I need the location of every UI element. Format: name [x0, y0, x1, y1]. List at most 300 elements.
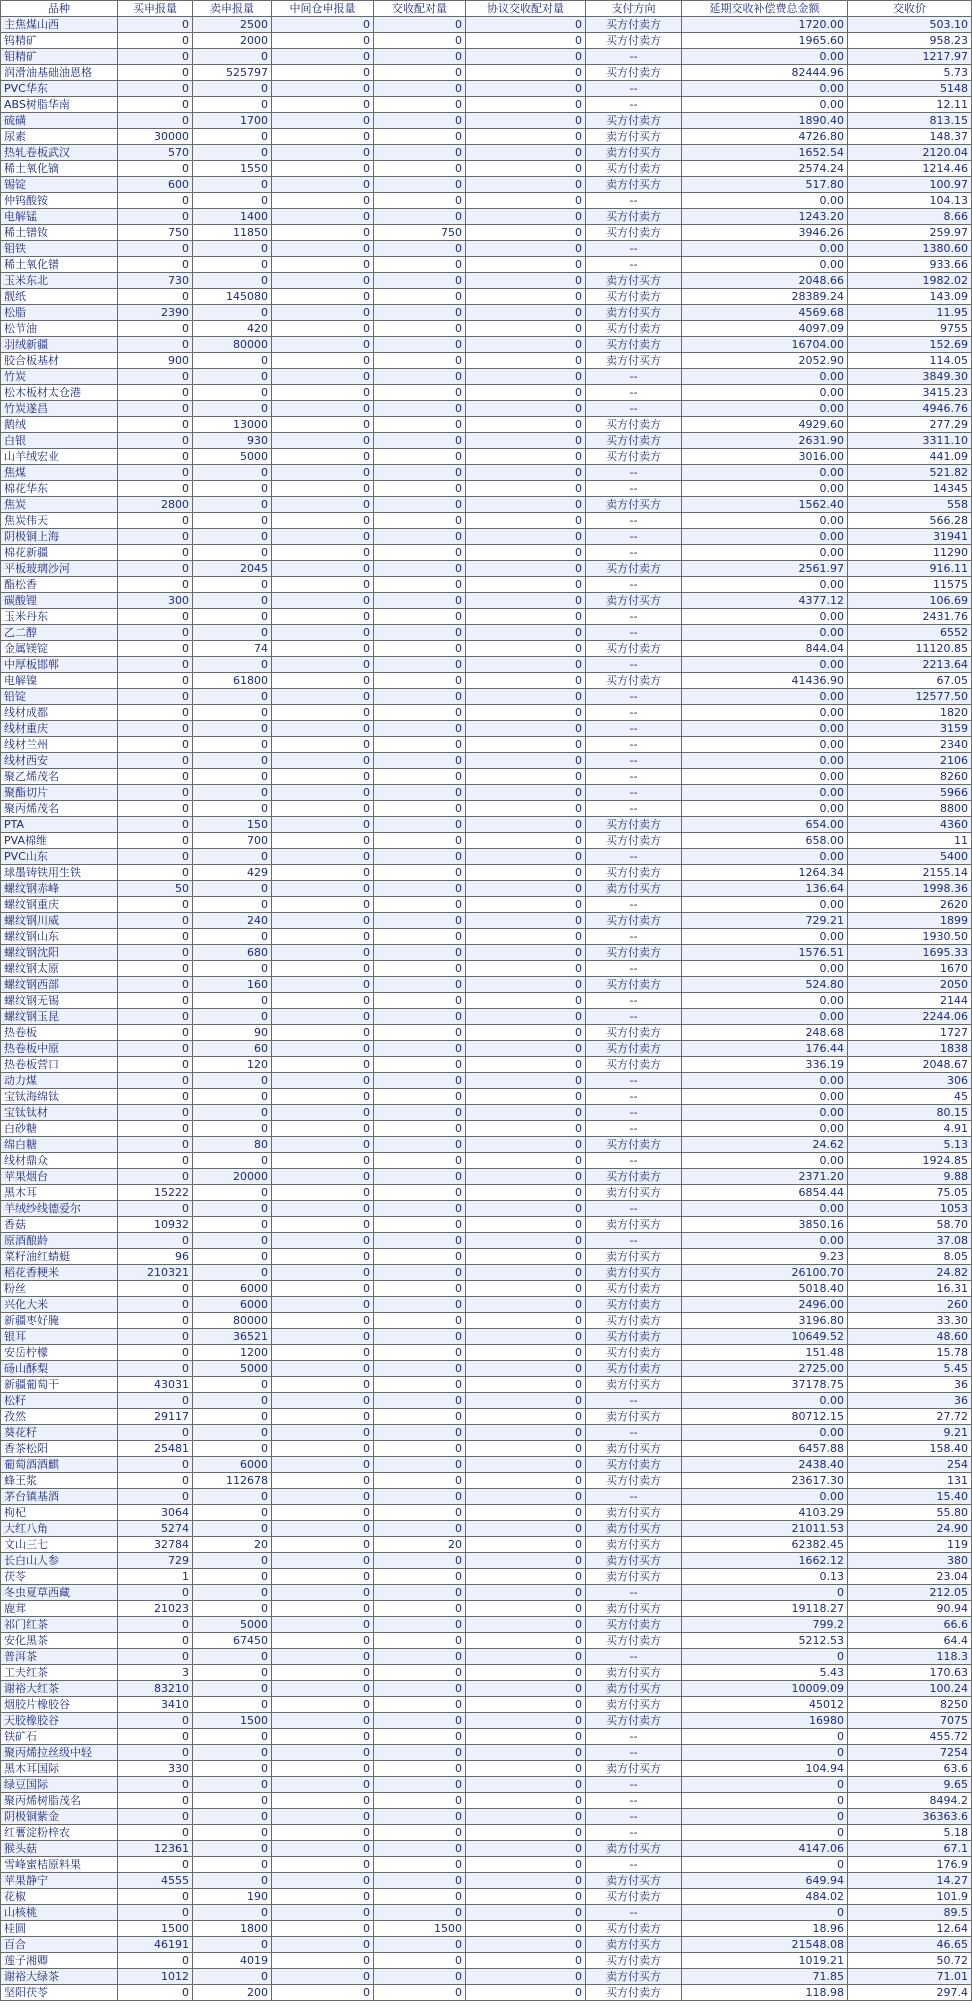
cell-deferred-compensation: 336.19: [682, 1057, 848, 1073]
cell-sell-declared: 0: [193, 241, 272, 257]
cell-agreement-matched: 0: [466, 1041, 586, 1057]
cell-buy-declared: 0: [118, 1489, 193, 1505]
cell-delivery-price: 114.05: [848, 353, 972, 369]
cell-payment-direction: 卖方付买方: [586, 1681, 682, 1697]
cell-sell-declared: 0: [193, 1825, 272, 1841]
cell-intermediate-declared: 0: [272, 1969, 374, 1985]
cell-sell-declared: 930: [193, 433, 272, 449]
cell-buy-declared: 0: [118, 1121, 193, 1137]
cell-payment-direction: 卖方付买方: [586, 305, 682, 321]
cell-product: 安化黑茶: [1, 1633, 118, 1649]
cell-buy-declared: 0: [118, 1889, 193, 1905]
cell-agreement-matched: 0: [466, 1361, 586, 1377]
cell-delivery-matched: 0: [374, 785, 466, 801]
cell-intermediate-declared: 0: [272, 321, 374, 337]
cell-payment-direction: --: [586, 81, 682, 97]
cell-intermediate-declared: 0: [272, 961, 374, 977]
cell-sell-declared: 160: [193, 977, 272, 993]
cell-delivery-price: 66.6: [848, 1617, 972, 1633]
cell-payment-direction: --: [586, 897, 682, 913]
cell-product: 铁矿石: [1, 1729, 118, 1745]
cell-buy-declared: 0: [118, 1009, 193, 1025]
cell-sell-declared: 61800: [193, 673, 272, 689]
cell-buy-declared: 0: [118, 865, 193, 881]
cell-intermediate-declared: 0: [272, 193, 374, 209]
cell-buy-declared: 1500: [118, 1921, 193, 1937]
cell-payment-direction: 卖方付买方: [586, 1265, 682, 1281]
table-row: [1, 1185, 972, 1201]
cell-intermediate-declared: 0: [272, 1025, 374, 1041]
cell-sell-declared: 0: [193, 1441, 272, 1457]
table-row: [1, 1601, 972, 1617]
cell-deferred-compensation: 0.00: [682, 897, 848, 913]
cell-buy-declared: 0: [118, 993, 193, 1009]
cell-agreement-matched: 0: [466, 785, 586, 801]
cell-deferred-compensation: 0.00: [682, 1489, 848, 1505]
cell-delivery-price: 14345: [848, 481, 972, 497]
cell-product: 锡锭: [1, 177, 118, 193]
cell-payment-direction: 买方付卖方: [586, 1281, 682, 1297]
cell-delivery-matched: 0: [374, 241, 466, 257]
cell-deferred-compensation: 2048.66: [682, 273, 848, 289]
cell-intermediate-declared: 0: [272, 1409, 374, 1425]
cell-delivery-matched: 0: [374, 753, 466, 769]
cell-delivery-matched: 0: [374, 721, 466, 737]
table-row: [1, 1617, 972, 1633]
cell-payment-direction: 卖方付买方: [586, 1409, 682, 1425]
cell-delivery-matched: 0: [374, 737, 466, 753]
table-row: [1, 1393, 972, 1409]
cell-product: 热卷板: [1, 1025, 118, 1041]
cell-product: 葡萄酒酒麒: [1, 1457, 118, 1473]
cell-product: PVC山东: [1, 849, 118, 865]
cell-product: 竹炭: [1, 369, 118, 385]
cell-delivery-matched: 0: [374, 1601, 466, 1617]
cell-delivery-price: 4946.76: [848, 401, 972, 417]
cell-delivery-matched: 0: [374, 385, 466, 401]
cell-product: 仲钨酸铵: [1, 193, 118, 209]
cell-agreement-matched: 0: [466, 481, 586, 497]
cell-product: 白银: [1, 433, 118, 449]
cell-delivery-matched: 0: [374, 33, 466, 49]
cell-agreement-matched: 0: [466, 145, 586, 161]
cell-payment-direction: --: [586, 1857, 682, 1873]
cell-delivery-price: 11120.85: [848, 641, 972, 657]
table-row: [1, 897, 972, 913]
cell-delivery-price: 3311.10: [848, 433, 972, 449]
cell-product: 绿豆国际: [1, 1777, 118, 1793]
table-row: [1, 1057, 972, 1073]
cell-delivery-matched: 20: [374, 1537, 466, 1553]
cell-intermediate-declared: 0: [272, 49, 374, 65]
table-row: [1, 641, 972, 657]
cell-agreement-matched: 0: [466, 225, 586, 241]
cell-deferred-compensation: 23617.30: [682, 1473, 848, 1489]
cell-delivery-price: 1924.85: [848, 1153, 972, 1169]
table-row: [1, 1713, 972, 1729]
cell-buy-declared: 0: [118, 1473, 193, 1489]
cell-product: 香菇: [1, 1217, 118, 1233]
cell-buy-declared: 0: [118, 673, 193, 689]
cell-intermediate-declared: 0: [272, 609, 374, 625]
cell-delivery-matched: 0: [374, 1137, 466, 1153]
cell-delivery-matched: 0: [374, 161, 466, 177]
cell-payment-direction: --: [586, 1809, 682, 1825]
cell-sell-declared: 1550: [193, 161, 272, 177]
cell-deferred-compensation: 649.94: [682, 1873, 848, 1889]
cell-product: 乙二醇: [1, 625, 118, 641]
cell-delivery-matched: 0: [374, 833, 466, 849]
table-row: [1, 1137, 972, 1153]
cell-deferred-compensation: 0.00: [682, 657, 848, 673]
cell-agreement-matched: 0: [466, 1313, 586, 1329]
cell-intermediate-declared: 0: [272, 1153, 374, 1169]
cell-delivery-matched: 0: [374, 1553, 466, 1569]
cell-buy-declared: 0: [118, 769, 193, 785]
cell-delivery-matched: 0: [374, 1041, 466, 1057]
cell-buy-declared: 32784: [118, 1537, 193, 1553]
cell-deferred-compensation: 0.00: [682, 49, 848, 65]
cell-deferred-compensation: 4726.80: [682, 129, 848, 145]
cell-agreement-matched: 0: [466, 1009, 586, 1025]
cell-buy-declared: 0: [118, 385, 193, 401]
table-row: [1, 1201, 972, 1217]
cell-deferred-compensation: 16704.00: [682, 337, 848, 353]
cell-delivery-price: 55.80: [848, 1505, 972, 1521]
cell-payment-direction: --: [586, 1153, 682, 1169]
cell-deferred-compensation: 0: [682, 1745, 848, 1761]
table-header-row: [1, 1, 972, 17]
cell-delivery-matched: 0: [374, 1361, 466, 1377]
cell-agreement-matched: 0: [466, 817, 586, 833]
table-row: [1, 865, 972, 881]
cell-delivery-matched: 0: [374, 1617, 466, 1633]
cell-delivery-matched: 0: [374, 1969, 466, 1985]
cell-deferred-compensation: 729.21: [682, 913, 848, 929]
cell-payment-direction: 卖方付买方: [586, 273, 682, 289]
header-product: 品种: [1, 1, 118, 17]
table-row: [1, 385, 972, 401]
cell-agreement-matched: 0: [466, 129, 586, 145]
cell-agreement-matched: 0: [466, 1185, 586, 1201]
table-row: [1, 1889, 972, 1905]
cell-payment-direction: --: [586, 737, 682, 753]
cell-intermediate-declared: 0: [272, 1713, 374, 1729]
cell-deferred-compensation: 0.00: [682, 961, 848, 977]
table-row: [1, 945, 972, 961]
cell-delivery-matched: 0: [374, 1457, 466, 1473]
cell-intermediate-declared: 0: [272, 1665, 374, 1681]
cell-agreement-matched: 0: [466, 1105, 586, 1121]
cell-intermediate-declared: 0: [272, 241, 374, 257]
cell-payment-direction: 卖方付买方: [586, 1249, 682, 1265]
cell-sell-declared: 0: [193, 1585, 272, 1601]
cell-delivery-price: 2244.06: [848, 1009, 972, 1025]
cell-delivery-matched: 0: [374, 1569, 466, 1585]
cell-delivery-price: 306: [848, 1073, 972, 1089]
table-row: [1, 1361, 972, 1377]
cell-sell-declared: 0: [193, 1121, 272, 1137]
table-row: [1, 1169, 972, 1185]
cell-deferred-compensation: 658.00: [682, 833, 848, 849]
cell-delivery-price: 1982.02: [848, 273, 972, 289]
cell-intermediate-declared: 0: [272, 1329, 374, 1345]
cell-sell-declared: 0: [193, 193, 272, 209]
cell-buy-declared: 0: [118, 529, 193, 545]
cell-delivery-price: 4360: [848, 817, 972, 833]
cell-delivery-matched: 0: [374, 817, 466, 833]
cell-delivery-price: 158.40: [848, 1441, 972, 1457]
cell-intermediate-declared: 0: [272, 337, 374, 353]
cell-delivery-price: 71.01: [848, 1969, 972, 1985]
cell-delivery-price: 813.15: [848, 113, 972, 129]
cell-deferred-compensation: 2631.90: [682, 433, 848, 449]
cell-product: 黑木耳国际: [1, 1761, 118, 1777]
cell-sell-declared: 240: [193, 913, 272, 929]
cell-delivery-matched: 0: [374, 145, 466, 161]
cell-agreement-matched: 0: [466, 705, 586, 721]
cell-product: 山核桃: [1, 1905, 118, 1921]
cell-buy-declared: 3064: [118, 1505, 193, 1521]
cell-deferred-compensation: 524.80: [682, 977, 848, 993]
cell-deferred-compensation: 0.00: [682, 81, 848, 97]
cell-buy-declared: 0: [118, 625, 193, 641]
cell-agreement-matched: 0: [466, 1505, 586, 1521]
cell-sell-declared: 0: [193, 737, 272, 753]
cell-buy-declared: 0: [118, 209, 193, 225]
cell-payment-direction: 卖方付买方: [586, 593, 682, 609]
cell-delivery-matched: 0: [374, 641, 466, 657]
cell-delivery-price: 170.63: [848, 1665, 972, 1681]
header-delivery-matched: 交收配对量: [374, 1, 466, 17]
cell-deferred-compensation: 0.00: [682, 705, 848, 721]
cell-sell-declared: 0: [193, 529, 272, 545]
cell-delivery-price: 2213.64: [848, 657, 972, 673]
cell-deferred-compensation: 1720.00: [682, 17, 848, 33]
cell-buy-declared: 0: [118, 1745, 193, 1761]
cell-agreement-matched: 0: [466, 465, 586, 481]
cell-product: 稀土镨钕: [1, 225, 118, 241]
cell-agreement-matched: 0: [466, 1473, 586, 1489]
cell-deferred-compensation: 0.00: [682, 1393, 848, 1409]
table-row: [1, 1777, 972, 1793]
cell-product: 香茶松阳: [1, 1441, 118, 1457]
cell-delivery-price: 104.13: [848, 193, 972, 209]
cell-deferred-compensation: 1662.12: [682, 1553, 848, 1569]
cell-deferred-compensation: 0.00: [682, 401, 848, 417]
cell-sell-declared: 0: [193, 177, 272, 193]
cell-payment-direction: --: [586, 1905, 682, 1921]
cell-product: 焦炭: [1, 497, 118, 513]
cell-sell-declared: 0: [193, 1377, 272, 1393]
table-row: [1, 1905, 972, 1921]
cell-buy-declared: 0: [118, 17, 193, 33]
cell-deferred-compensation: 2574.24: [682, 161, 848, 177]
cell-sell-declared: 0: [193, 785, 272, 801]
table-row: [1, 769, 972, 785]
cell-delivery-matched: 0: [374, 1409, 466, 1425]
cell-buy-declared: 0: [118, 1041, 193, 1057]
cell-buy-declared: 0: [118, 369, 193, 385]
cell-intermediate-declared: 0: [272, 1857, 374, 1873]
cell-agreement-matched: 0: [466, 1249, 586, 1265]
cell-product: 百合: [1, 1937, 118, 1953]
cell-intermediate-declared: 0: [272, 1265, 374, 1281]
cell-product: 坚阳茯苓: [1, 1985, 118, 2001]
cell-agreement-matched: 0: [466, 49, 586, 65]
table-row: [1, 1009, 972, 1025]
cell-product: 热轧卷板武汉: [1, 145, 118, 161]
cell-product: 松节油: [1, 321, 118, 337]
cell-intermediate-declared: 0: [272, 1985, 374, 2001]
cell-delivery-price: 5.73: [848, 65, 972, 81]
cell-sell-declared: 0: [193, 81, 272, 97]
cell-payment-direction: --: [586, 1585, 682, 1601]
table-row: [1, 1633, 972, 1649]
cell-intermediate-declared: 0: [272, 833, 374, 849]
cell-intermediate-declared: 0: [272, 401, 374, 417]
cell-payment-direction: 买方付卖方: [586, 209, 682, 225]
cell-deferred-compensation: 1576.51: [682, 945, 848, 961]
cell-intermediate-declared: 0: [272, 1585, 374, 1601]
cell-sell-declared: 0: [193, 1425, 272, 1441]
cell-payment-direction: --: [586, 849, 682, 865]
cell-payment-direction: --: [586, 1649, 682, 1665]
cell-buy-declared: 0: [118, 1361, 193, 1377]
table-row: [1, 881, 972, 897]
cell-delivery-price: 9755: [848, 321, 972, 337]
cell-payment-direction: 买方付卖方: [586, 1953, 682, 1969]
cell-delivery-price: 8260: [848, 769, 972, 785]
cell-deferred-compensation: 0: [682, 1729, 848, 1745]
cell-delivery-price: 1214.46: [848, 161, 972, 177]
cell-intermediate-declared: 0: [272, 385, 374, 401]
header-payment-direction: 支付方向: [586, 1, 682, 17]
cell-deferred-compensation: 0.00: [682, 849, 848, 865]
cell-sell-declared: 0: [193, 353, 272, 369]
cell-deferred-compensation: 19118.27: [682, 1601, 848, 1617]
table-row: [1, 513, 972, 529]
cell-payment-direction: --: [586, 577, 682, 593]
cell-delivery-price: 503.10: [848, 17, 972, 33]
cell-delivery-price: 48.60: [848, 1329, 972, 1345]
table-row: [1, 1953, 972, 1969]
cell-buy-declared: 0: [118, 1313, 193, 1329]
cell-intermediate-declared: 0: [272, 545, 374, 561]
cell-buy-declared: 729: [118, 1553, 193, 1569]
cell-product: 电解镍: [1, 673, 118, 689]
cell-delivery-price: 9.65: [848, 1777, 972, 1793]
cell-delivery-matched: 0: [374, 1201, 466, 1217]
cell-buy-declared: 0: [118, 897, 193, 913]
cell-delivery-price: 9.88: [848, 1169, 972, 1185]
cell-delivery-price: 12577.50: [848, 689, 972, 705]
cell-payment-direction: 买方付卖方: [586, 945, 682, 961]
cell-deferred-compensation: 37178.75: [682, 1377, 848, 1393]
cell-sell-declared: 0: [193, 305, 272, 321]
cell-delivery-price: 1820: [848, 705, 972, 721]
cell-product: 普洱茶: [1, 1649, 118, 1665]
cell-deferred-compensation: 4103.29: [682, 1505, 848, 1521]
cell-intermediate-declared: 0: [272, 1041, 374, 1057]
cell-agreement-matched: 0: [466, 209, 586, 225]
cell-deferred-compensation: 0: [682, 1857, 848, 1873]
cell-payment-direction: 卖方付买方: [586, 177, 682, 193]
cell-intermediate-declared: 0: [272, 1537, 374, 1553]
table-row: [1, 1841, 972, 1857]
cell-product: 蜂王浆: [1, 1473, 118, 1489]
cell-buy-declared: 0: [118, 1025, 193, 1041]
cell-intermediate-declared: 0: [272, 1425, 374, 1441]
cell-product: PTA: [1, 817, 118, 833]
cell-deferred-compensation: 484.02: [682, 1889, 848, 1905]
cell-buy-declared: 0: [118, 1729, 193, 1745]
cell-product: 聚丙烯拉丝级中轻: [1, 1745, 118, 1761]
cell-payment-direction: --: [586, 769, 682, 785]
cell-product: 松木板材太仓港: [1, 385, 118, 401]
cell-buy-declared: 15222: [118, 1185, 193, 1201]
table-row: [1, 1377, 972, 1393]
cell-agreement-matched: 0: [466, 913, 586, 929]
cell-deferred-compensation: 0.00: [682, 737, 848, 753]
cell-intermediate-declared: 0: [272, 1105, 374, 1121]
cell-intermediate-declared: 0: [272, 1345, 374, 1361]
cell-delivery-matched: 0: [374, 1585, 466, 1601]
cell-intermediate-declared: 0: [272, 1905, 374, 1921]
cell-agreement-matched: 0: [466, 1889, 586, 1905]
table-row: [1, 1825, 972, 1841]
cell-delivery-matched: 0: [374, 129, 466, 145]
cell-intermediate-declared: 0: [272, 881, 374, 897]
cell-product: 线材成都: [1, 705, 118, 721]
cell-agreement-matched: 0: [466, 1873, 586, 1889]
table-row: [1, 49, 972, 65]
cell-deferred-compensation: 0.00: [682, 97, 848, 113]
cell-product: 粉丝: [1, 1281, 118, 1297]
cell-sell-declared: 1200: [193, 1345, 272, 1361]
cell-sell-declared: 0: [193, 1665, 272, 1681]
cell-buy-declared: 5274: [118, 1521, 193, 1537]
table-row: [1, 1089, 972, 1105]
cell-intermediate-declared: 0: [272, 1233, 374, 1249]
cell-delivery-matched: 0: [374, 1425, 466, 1441]
cell-sell-declared: 420: [193, 321, 272, 337]
cell-agreement-matched: 0: [466, 961, 586, 977]
cell-payment-direction: 买方付卖方: [586, 1345, 682, 1361]
cell-delivery-price: 212.05: [848, 1585, 972, 1601]
cell-agreement-matched: 0: [466, 369, 586, 385]
cell-deferred-compensation: 1890.40: [682, 113, 848, 129]
cell-intermediate-declared: 0: [272, 641, 374, 657]
table-row: [1, 1409, 972, 1425]
cell-payment-direction: 买方付卖方: [586, 1889, 682, 1905]
cell-buy-declared: 730: [118, 273, 193, 289]
cell-agreement-matched: 0: [466, 337, 586, 353]
cell-delivery-price: 50.72: [848, 1953, 972, 1969]
cell-delivery-price: 11.95: [848, 305, 972, 321]
cell-deferred-compensation: 0.00: [682, 1121, 848, 1137]
cell-payment-direction: 买方付卖方: [586, 865, 682, 881]
cell-intermediate-declared: 0: [272, 849, 374, 865]
cell-agreement-matched: 0: [466, 753, 586, 769]
cell-delivery-matched: 0: [374, 593, 466, 609]
cell-payment-direction: 买方付卖方: [586, 833, 682, 849]
cell-sell-declared: 525797: [193, 65, 272, 81]
cell-deferred-compensation: 0.00: [682, 609, 848, 625]
header-agreement-matched: 协议交收配对量: [466, 1, 586, 17]
cell-delivery-matched: 0: [374, 1633, 466, 1649]
cell-buy-declared: 0: [118, 1985, 193, 2001]
